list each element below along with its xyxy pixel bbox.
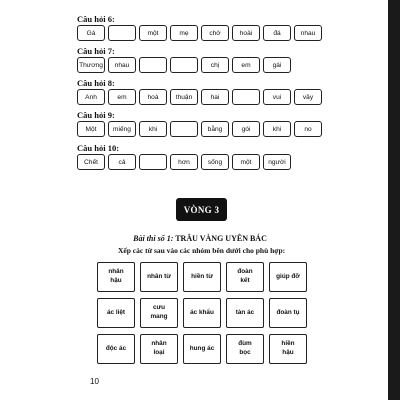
word-card-line: đùm: [238, 340, 252, 348]
word-card[interactable]: [226, 298, 264, 328]
word-card[interactable]: [269, 262, 307, 292]
word-card-text: [108, 268, 123, 285]
word-card-line: loại: [153, 349, 165, 356]
round-badge: VÒNG 3: [176, 198, 227, 221]
question-word-row: [77, 89, 322, 105]
question-label: Câu hỏi 6:: [77, 14, 115, 24]
question-word-row: [77, 57, 291, 73]
word-box: chị: [201, 57, 229, 73]
word-card-text: [236, 309, 254, 318]
question-label: Câu hỏi 7:: [77, 46, 115, 56]
word-box: Anh: [77, 89, 105, 105]
word-box: hoài: [232, 25, 260, 41]
word-card-text: [276, 309, 299, 318]
word-box: một: [232, 154, 260, 170]
word-box: Chết: [77, 154, 105, 170]
word-card-text: [150, 304, 167, 321]
word-card-line: hậu: [282, 349, 294, 356]
word-box: Gà: [77, 25, 105, 41]
word-box: thuận: [170, 89, 198, 105]
word-box: sống: [201, 154, 229, 170]
question-label: Câu hỏi 8:: [77, 78, 115, 88]
blank-answer-box[interactable]: [170, 57, 198, 73]
word-card[interactable]: [97, 262, 135, 292]
word-box: vầy: [294, 89, 322, 105]
word-box: khi: [139, 121, 167, 137]
word-card-line: đoàn tụ: [276, 308, 300, 316]
word-card-line: hiền từ: [191, 272, 213, 280]
word-box: vui: [263, 89, 291, 105]
word-card-line: hiền: [281, 340, 295, 348]
word-box: đá: [263, 25, 291, 41]
word-card[interactable]: [97, 334, 135, 364]
blank-answer-box[interactable]: [108, 25, 136, 41]
question-label: Câu hỏi 9:: [77, 110, 115, 120]
word-box: no: [294, 121, 322, 137]
word-card-text: [190, 345, 215, 354]
word-box: nhau: [294, 25, 322, 41]
word-card[interactable]: [183, 298, 221, 328]
word-grid: [97, 262, 307, 364]
word-card[interactable]: [226, 334, 264, 364]
word-box: khi: [263, 121, 291, 137]
word-card-text: [147, 273, 171, 282]
question-label: Câu hỏi 10:: [77, 143, 120, 153]
word-box: bằng: [201, 121, 229, 137]
word-box: em: [232, 57, 260, 73]
word-box: một: [139, 25, 167, 41]
test-title-prefix: Bài thi số 1:: [133, 234, 174, 243]
word-card-line: bọc: [239, 349, 251, 356]
word-card-line: hung ác: [189, 344, 215, 352]
word-card-line: đoàn: [237, 268, 253, 276]
word-box: em: [108, 89, 136, 105]
word-box: miếng: [108, 121, 136, 137]
word-card-line: ác khẩu: [190, 308, 214, 316]
word-box: gái: [263, 57, 291, 73]
blank-answer-box[interactable]: [170, 121, 198, 137]
word-box: hơn: [170, 154, 198, 170]
word-card-text: [191, 273, 213, 282]
word-card-text: [237, 268, 252, 285]
test-title: [0, 234, 400, 243]
word-card-line: nhân: [151, 340, 167, 348]
test-title-main: TRÂU VÀNG UYÊN BÁC: [175, 234, 267, 243]
word-box: gói: [232, 121, 260, 137]
word-card-text: [276, 273, 300, 282]
word-card[interactable]: [97, 298, 135, 328]
word-card-text: [106, 345, 126, 354]
word-box: Thương: [77, 57, 105, 73]
word-card-line: độc ác: [105, 344, 127, 352]
word-box: người: [263, 154, 291, 170]
question-word-row: [77, 121, 322, 137]
word-card-line: mang: [150, 313, 168, 320]
page-number: 10: [90, 377, 99, 386]
word-card-text: [238, 340, 252, 357]
word-box: cả: [108, 154, 136, 170]
word-card[interactable]: [183, 262, 221, 292]
word-card-text: [151, 340, 166, 357]
word-card[interactable]: [269, 298, 307, 328]
word-card[interactable]: [140, 298, 178, 328]
question-word-row: [77, 25, 322, 41]
blank-answer-box[interactable]: [232, 89, 260, 105]
blank-answer-box[interactable]: [139, 57, 167, 73]
word-card-line: nhân: [108, 268, 124, 276]
word-card[interactable]: [140, 334, 178, 364]
page-edge-bar: [388, 0, 400, 400]
word-card-text: [107, 309, 125, 318]
word-card-line: ác liệt: [106, 308, 126, 316]
question-word-row: [77, 154, 291, 170]
word-box: hai: [201, 89, 229, 105]
word-card[interactable]: [183, 334, 221, 364]
word-card[interactable]: [226, 262, 264, 292]
word-box: Một: [77, 121, 105, 137]
word-card-line: cưu: [152, 304, 166, 312]
word-box: mẹ: [170, 25, 198, 41]
word-card-line: hậu: [110, 277, 122, 284]
test-instruction: Xếp các từ sau vào các nhóm bên dưới cho phù hợp:: [118, 246, 286, 255]
word-card-text: [190, 309, 214, 318]
word-card-line: nhân từ: [147, 272, 171, 280]
word-card[interactable]: [269, 334, 307, 364]
word-box: hoà: [139, 89, 167, 105]
word-box: chớ: [201, 25, 229, 41]
word-card-line: giúp đỡ: [276, 272, 300, 280]
word-card-line: tàn ác: [235, 308, 255, 316]
word-card[interactable]: [140, 262, 178, 292]
word-card-text: [281, 340, 294, 357]
blank-answer-box[interactable]: [139, 154, 167, 170]
word-card-line: kết: [240, 277, 250, 284]
word-box: nhau: [108, 57, 136, 73]
